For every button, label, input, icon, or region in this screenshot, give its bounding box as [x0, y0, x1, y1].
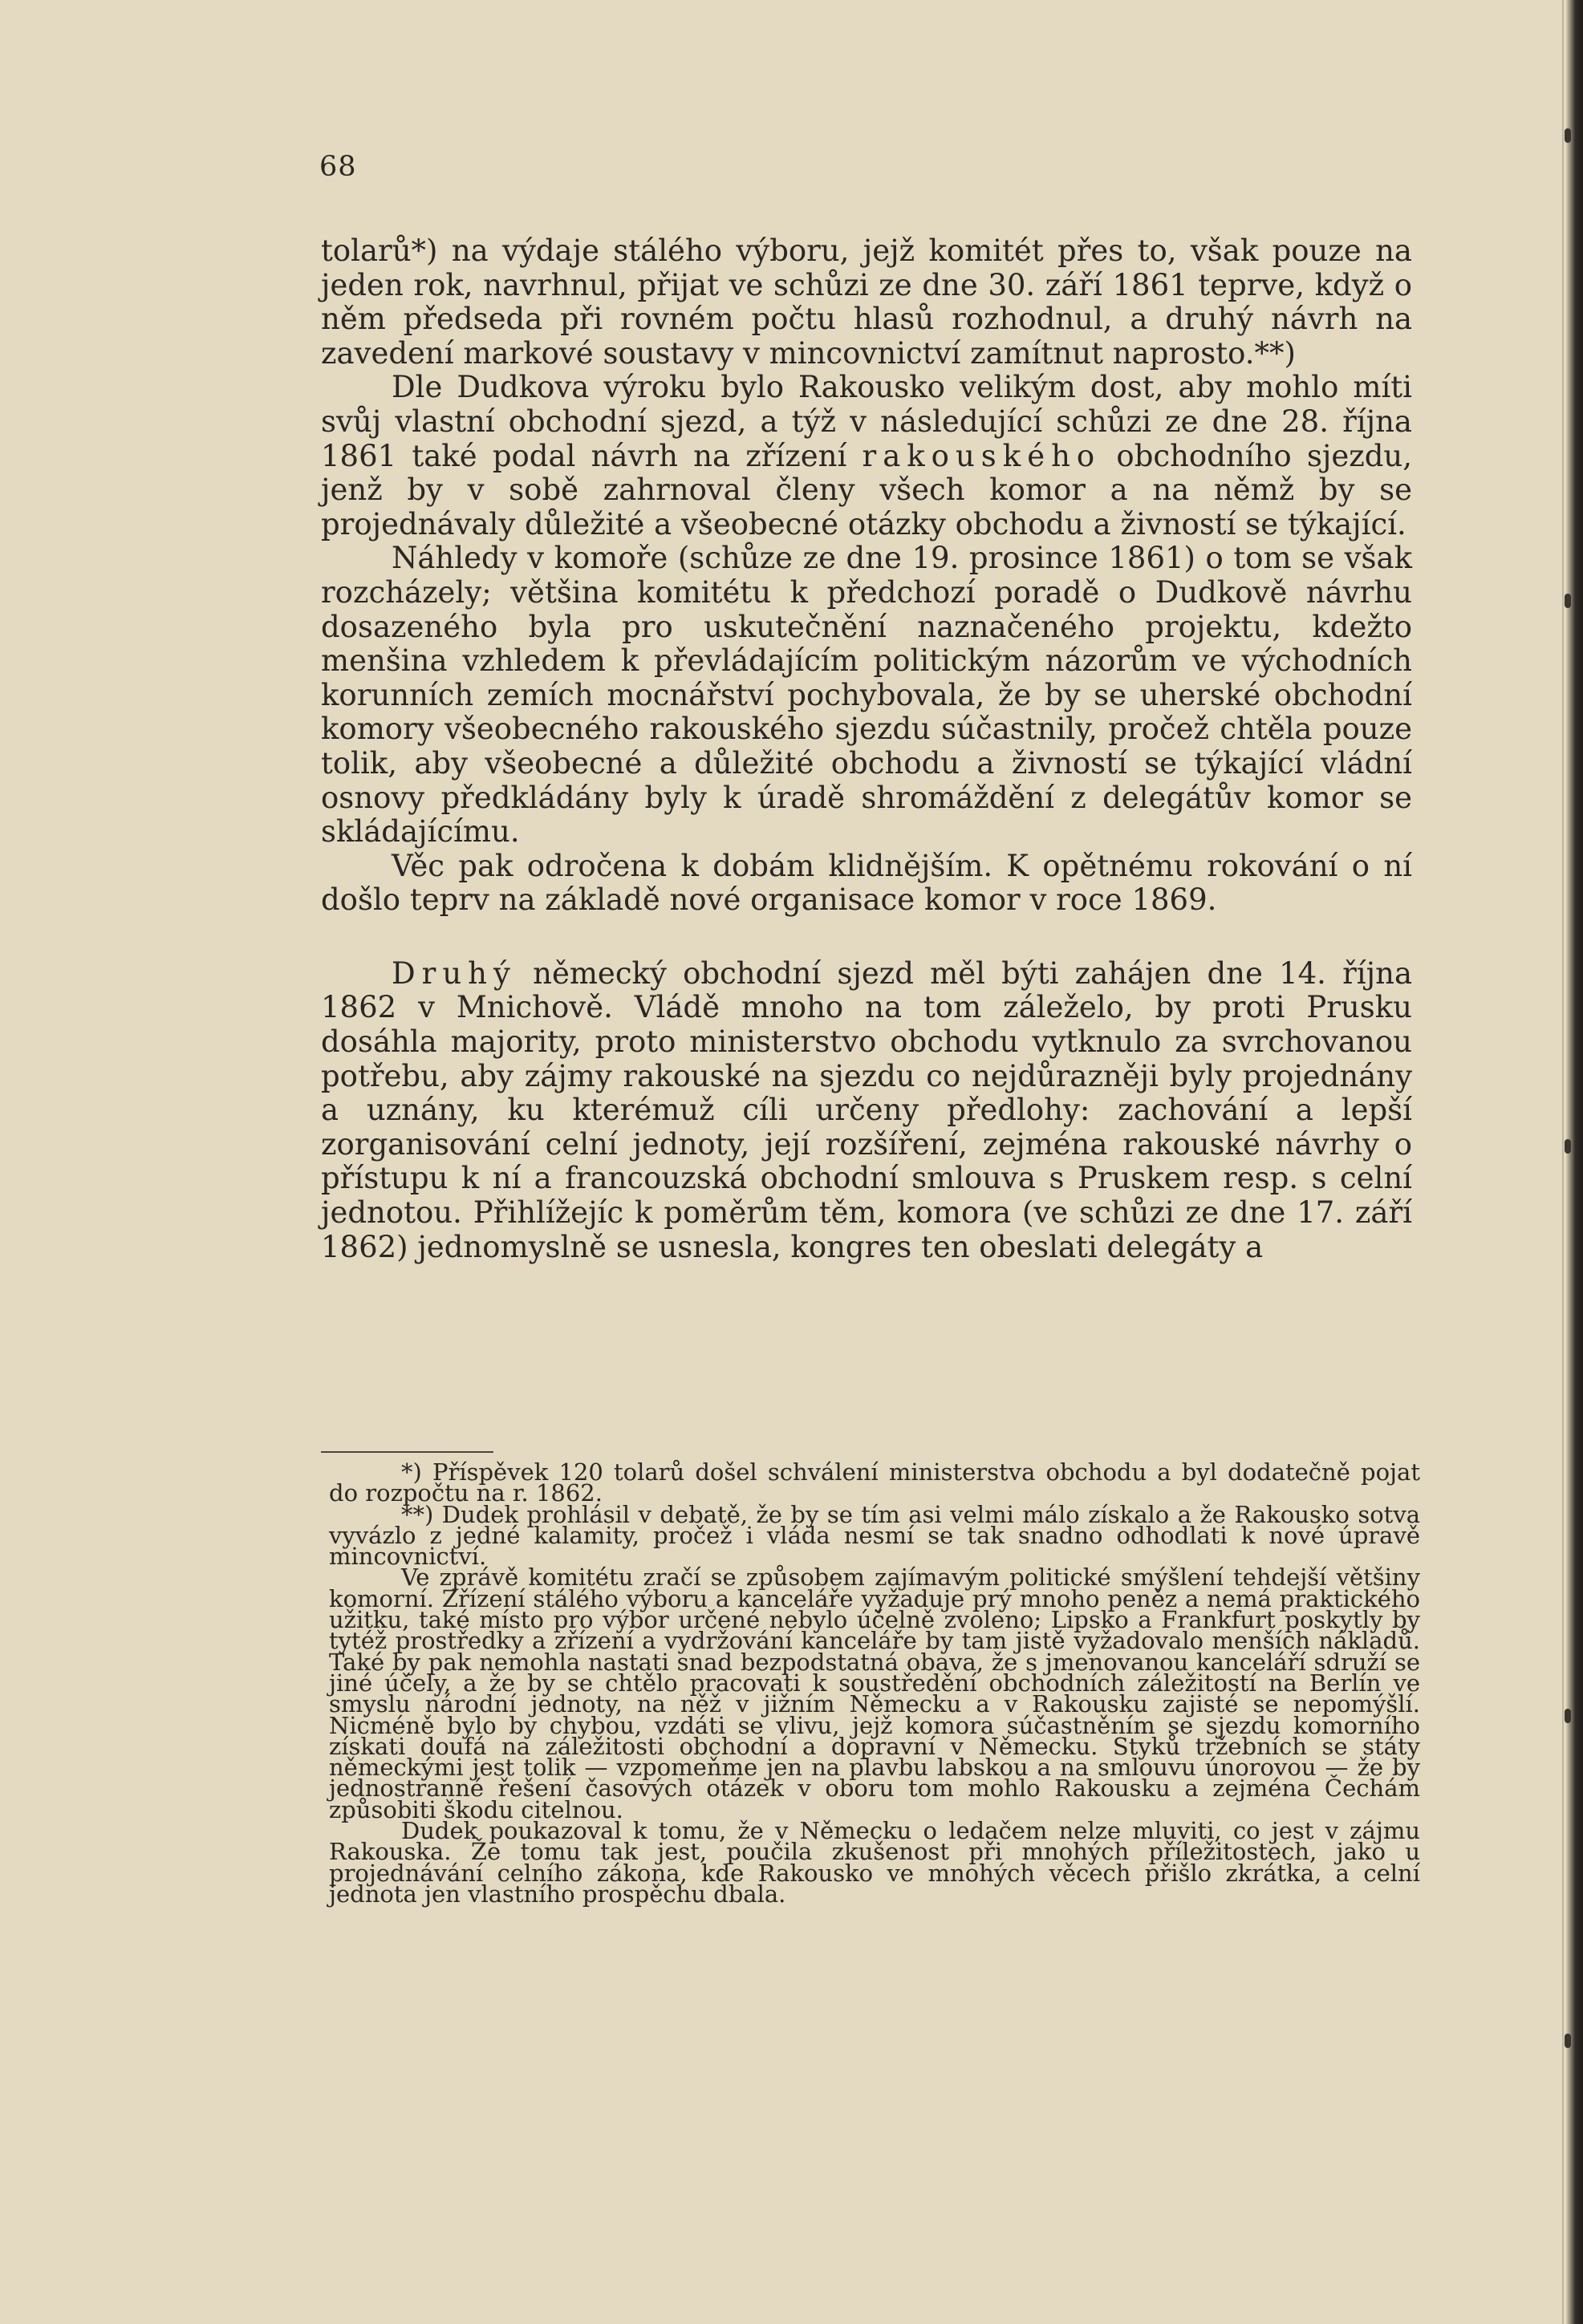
- paragraph-3: Náhledy v komoře (schůze ze dne 19. prosince 1861) o tom se však rozcházely; většina komitétu k předchozí poradě o Dudkově návrhu dosazeného byla pro uskutečnění naznačeného projektu, kdežto menšina vzhledem k převládajícím politickým názorům ve východních korunních zemích mocnářství pochybovala, že by se uherské obchodní komory všeobecného rakouského sjezdu súčastnily, pročež chtěla pouze tolik, aby všeobecné a důležité obchodu a živností se týkající vládní osnovy předkládány byly k úradě shromáždění z delegátův komor se skládajícímu.: [321, 541, 1412, 850]
- paragraph-1: tolarů*) na výdaje stálého výboru, jejž komitét přes to, však pouze na jeden rok, navrhnul, přijat ve schůzi ze dne 30. září 1861 teprve, když o něm předseda při rovném počtu hlasů rozhodnul, a druhý návrh na zavedení markové soustavy v mincovnictví zamítnut naprosto.**): [321, 233, 1412, 371]
- footnote-4: Dudek poukazoval k tomu, že v Německu o ledačem nelze mluviti, co jest v zájmu Rakouska. Že tomu tak jest, poučila zkušenost při mnohých příležitostech, jako u projednávání celního zákona, kde Rakousko ve mnohých věcech přišlo zkrátka, a celní jednota jen vlastního prospěchu dbala.: [329, 1817, 1420, 1908]
- footnote-separator: [321, 1451, 493, 1453]
- footnote-3: Ve zprávě komitétu zračí se způsobem zajímavým politické smýšlení tehdejší většiny komorní. Zřízení stálého výboru a kanceláře vyžaduje prý mnoho peněz a nemá praktického užitku, také místo pro výbor určené nebylo účelně zvoleno; Lipsko a Frankfurt poskytly by tytéž prostředky a zřízení a vydržování kanceláře by tam jistě vyžadovalo menších nákladů. Také by pak nemohla nastati snad bezpodstatná obava, že s jmenovanou kanceláří sdruží se jiné účely, a že by se chtělo pracovati k soustředění obchodních záležitostí na Berlín ve smyslu národní jednoty, na něž v jižním Německu a v Rakousku zajisté se nepomýšlí. Nicméně bylo by chybou, vzdáti se vlivu, jejž komora súčastněním se sjezdu komorního získati doufá na záležitosti obchodní a dopravní v Německu. Styků tržebních se státy německými jest tolik — vzpomeňme jen na plavbu labskou a na smlouvu únorovou — že by jednostranné řešení časových otázek v oboru tom mohlo Rakousku a zejména Čechám způsobiti škodu citelnou.: [329, 1564, 1420, 1823]
- edge-mark: [1565, 1139, 1571, 1154]
- edge-mark: [1565, 1709, 1571, 1723]
- edge-mark: [1565, 2034, 1571, 2048]
- section-gap: [321, 918, 1412, 957]
- footnote-1: *) Příspěvek 120 tolarů došel schválení ministerstva obchodu a byl dodatečně pojat do rozpočtu na r. 1862.: [329, 1458, 1420, 1507]
- emphasized-word-druhy: Druhý: [392, 955, 517, 991]
- paragraph-2-end: obchodního sjezdu, jenž by v sobě zahrnoval členy všech komor a na němž by se projednávaly důležité a všeobecné otázky obchodu a živností se týkající.: [321, 438, 1413, 541]
- page-edge-line: [1562, 0, 1564, 2324]
- footnote-2: **) Dudek prohlásil v debatě, že by se tím asi velmi málo získalo a že Rakousko sotva vyvázlo z jedné kalamity, pročež i vláda nesmí se tak snadno odhodlati k nové úpravě mincovnictví.: [329, 1500, 1420, 1571]
- book-spine-edge: [1566, 0, 1583, 2324]
- main-text: [321, 234, 1412, 1264]
- emphasized-word-rakouskeho: rakouského: [862, 438, 1102, 473]
- paragraph-5-text: německý obchodní sjezd měl býti zahájen dne 14. října 1862 v Mnichově. Vládě mnoho na tom záleželo, by proti Prusku dosáhla majority, proto ministerstvo obchodu vytknulo za svrchovanou potřebu, aby zájmy rakouské na sjezdu co nejdůrazněji byly projednány a uznány, ku kterémuž cíli určeny předlohy: zachování a lepší zorganisování celní jednoty, její rozšíření, zejména rakouské návrhy o přístupu k ní a francouzská obchodní smlouva s Pruskem resp. s celní jednotou. Přihlížejíc k poměrům těm, komora (ve schůzi ze dne 17. září 1862) jednomyslně se usnesla, kongres ten obeslati delegáty a: [321, 955, 1412, 1264]
- page-number: 68: [319, 151, 357, 183]
- edge-mark: [1565, 594, 1571, 608]
- edge-mark: [1565, 128, 1571, 143]
- paragraph-4: Věc pak odročena k dobám klidnějším. K opětnému rokování o ní došlo teprv na základě nové organisace komor v roce 1869.: [321, 848, 1412, 918]
- paragraph-2-start: Dle Dudkova výroku bylo Rakousko velikým dost, aby mohlo míti svůj vlastní obchodní sjezd, a týž v následující schůzi ze dne 28. října 1861 také podal návrh na zřízení: [321, 370, 1412, 473]
- footnotes: [329, 1458, 1420, 1908]
- paragraph-5: [321, 957, 1412, 1264]
- paragraph-2: [321, 371, 1412, 541]
